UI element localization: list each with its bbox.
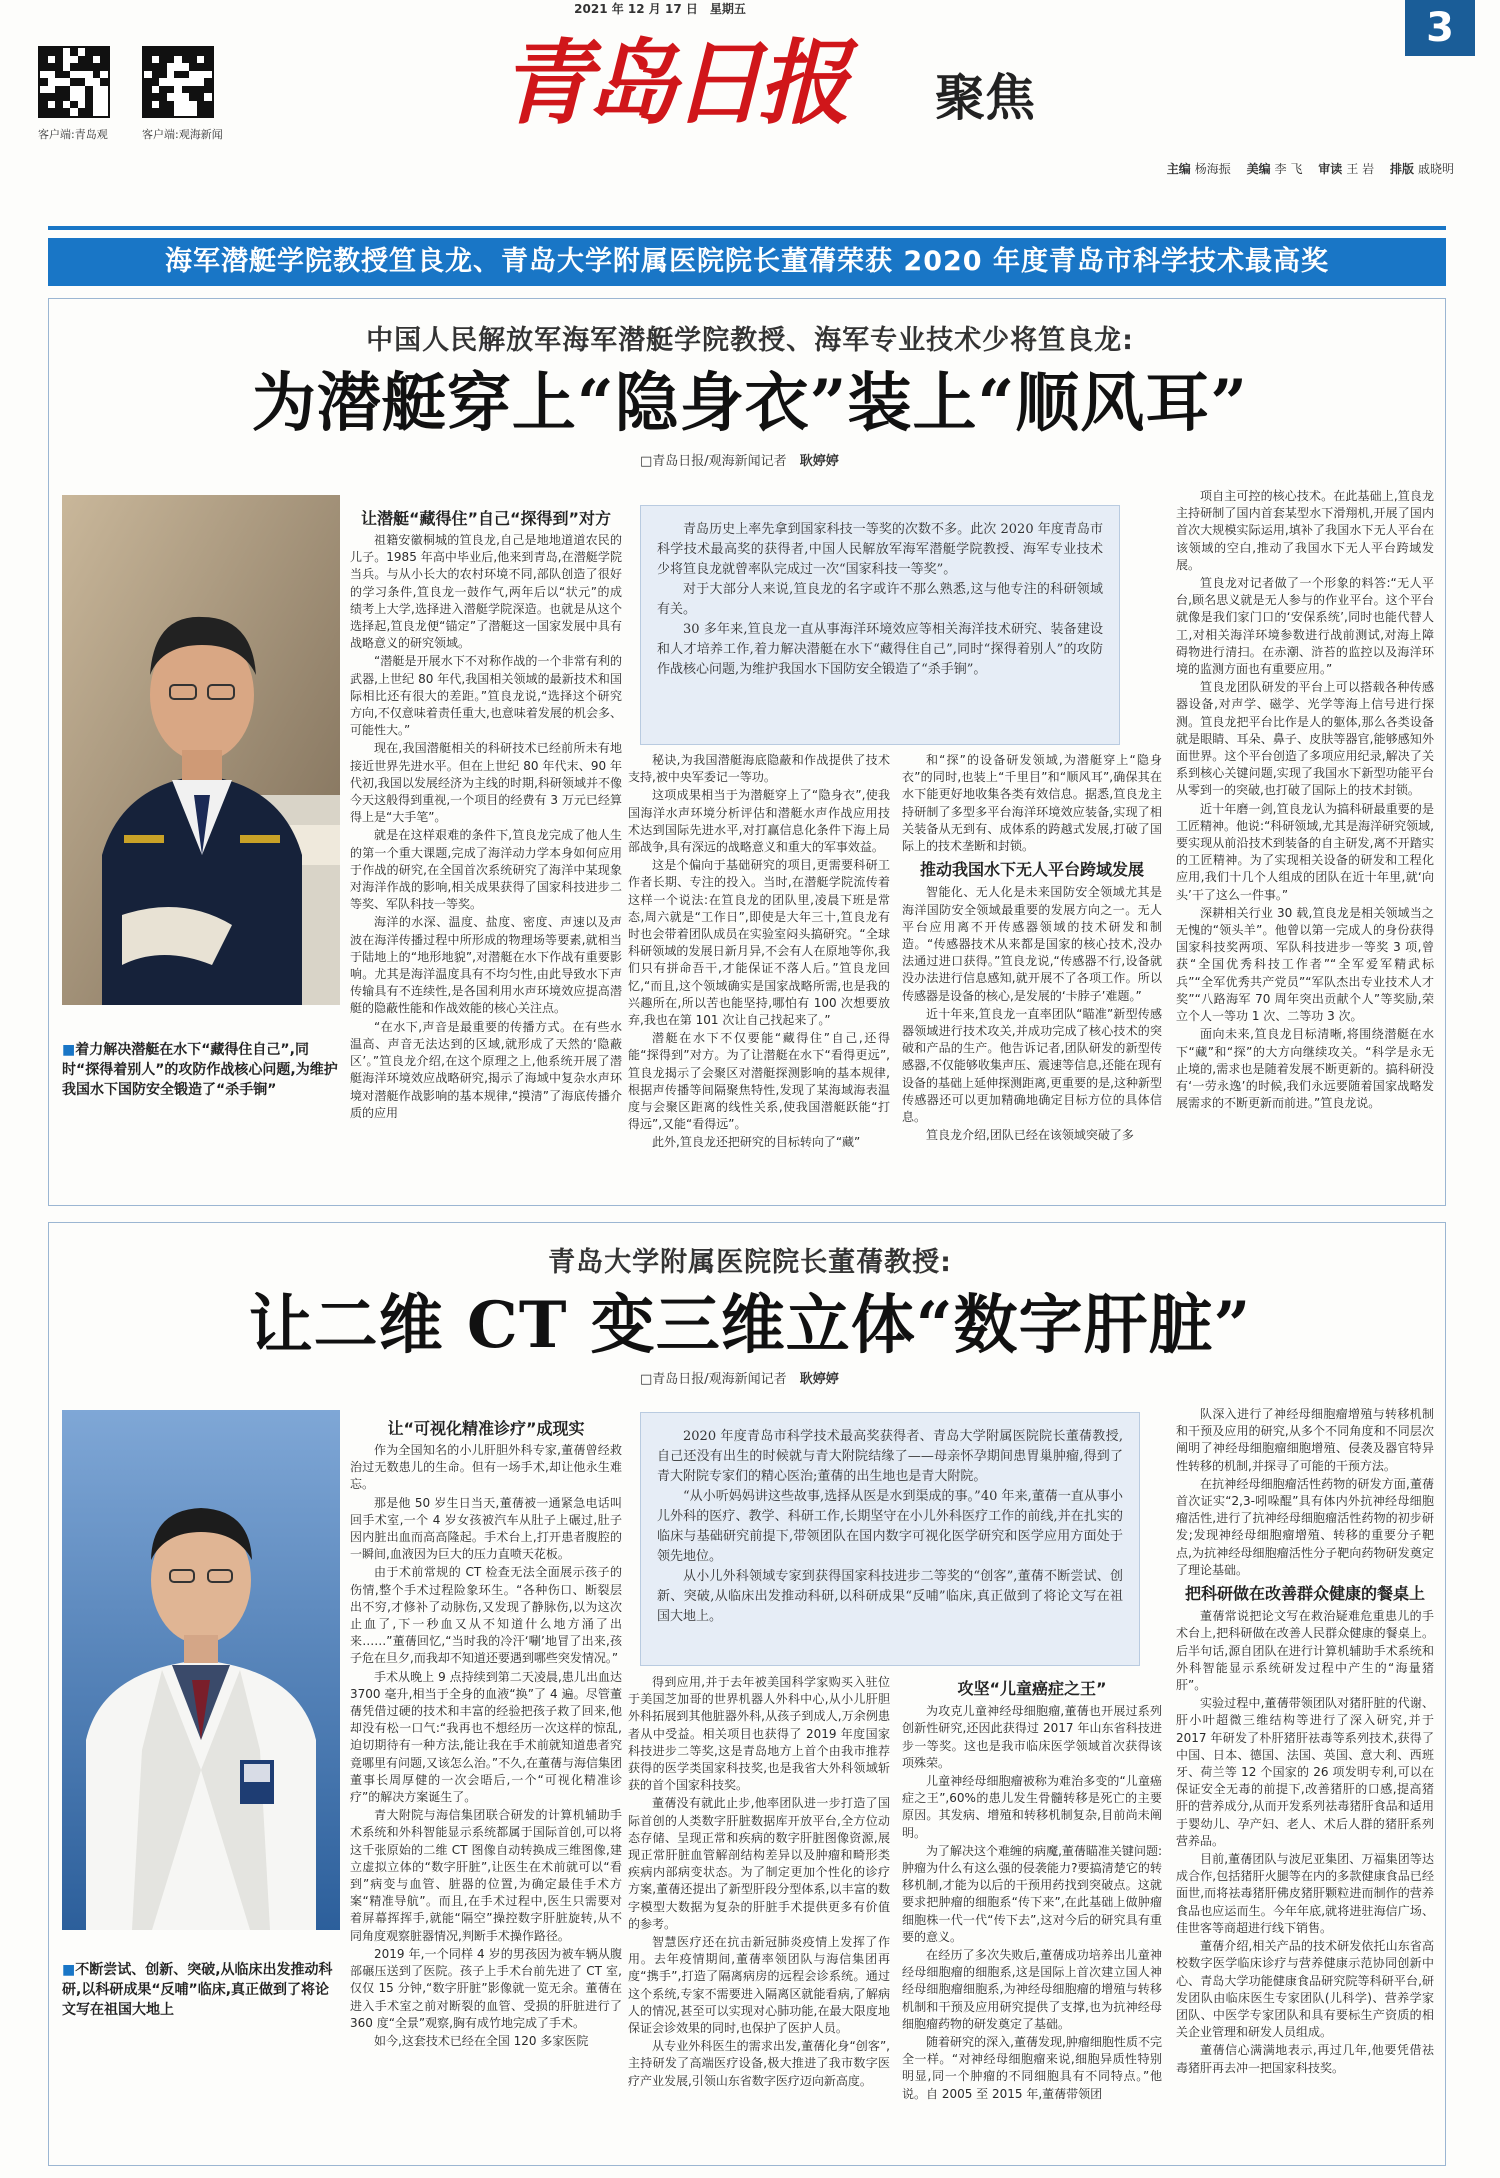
intro-paragraph: 30 多年来,笪良龙一直从事海洋环境效应等相关海洋技术研究、装备建设和人才培养工作,着力解决潜艇在水下“藏得住自己”,同时“探得着别人”的攻防作战核心问题,为维护我国水下国防安全锻造了“杀手锏”。	[657, 622, 1103, 677]
article-1-column-2	[628, 752, 890, 1196]
paragraph: 青大附院与海信集团联合研发的计算机辅助手术系统和外科智能显示系统都属于国际首创,可以将这千张原始的二维 CT 图像自动转换成三维图像,建立虚拟立体的“数字肝脏”,让医生在术前就可以“看到”病变与血管、脏器的位置,为确定最佳手术方案“精准导航”。而且,在手术过程中,医生只需要对着屏幕挥挥手,就能“隔空”操控数字肝脏旋转,从不同角度观察脏器情况,判断手术操作路径。	[350, 1808, 622, 1943]
paragraph: 深耕相关行业 30 载,笪良龙是相关领域当之无愧的“领头羊”。他曾以第一完成人的身份获得国家科技奖两项、军队科技进步一等奖 3 项,曾获“全国优秀科技工作者”“全军爱军精武标兵”“全军优秀共产党员”“军队杰出专业技术人才奖”“八路海军 70 周年突出贡献个人”等奖励,荣立个人一等功 1 次、二等功 3 次。	[1176, 905, 1434, 1024]
paragraph: 近十年来,笪良龙一直率团队“瞄准”新型传感器领域进行技术攻关,并成功完成了核心技术的突破和产品的生产。他告诉记者,团队研发的新型传感器,不仅能够收集声压、震速等信息,还能在现有设备的基础上延伸探测距离,更重要的是,这种新型传感器还可以更加精确地确定目标方位的具体信息。	[902, 1006, 1162, 1125]
paragraph: 董蒨没有就此止步,他率团队进一步打造了国际首创的人类数字肝脏数据库开放平台,全方位动态存储、呈现正常和疾病的数字肝脏图像资源,展现正常肝脏血管解剖结构差异以及肿瘤和畸形类疾病内部病变状态。为了制定更加个性化的诊疗方案,董蒨还提出了新型肝段分型体系,以丰富的数字模型大数据为复杂的肝脏手术提供更多有价值的参考。	[628, 1796, 890, 1931]
paragraph: “潜艇是开展水下不对称作战的一个非常有利的武器,上世纪 80 年代,我国相关领域的最新技术和国际相比还有很大的差距。”笪良龙说,“选择这个研究方向,不仅意味着责任重大,也意味着发展的机会多、可能性大。”	[350, 654, 622, 738]
paragraph: 目前,董蒨团队与波尼亚集团、万福集团等达成合作,包括猪肝火腿等在内的多款健康食品已经面世,而将祛毒猪肝佛皮猪肝颗粒进而制作的营养食品也应运而生。今年年底,就将进驻海信广场、佳世客等商超进行线下销售。	[1176, 1852, 1434, 1935]
paragraph: 近十年磨一剑,笪良龙认为搞科研最重要的是工匠精神。他说:“科研领域,尤其是海洋研究领域,要实现从前沿技术到装备的自主研发,离不开踏实的工匠精神。为了实现相关设备的研发和工程化应用,我们十几个人组成的团队在近十年里,就‘向头’干了这么一件事。”	[1176, 801, 1434, 902]
banner-rule	[48, 226, 1446, 238]
paragraph: 随着研究的深入,董蒨发现,肿瘤细胞性质不完全一样。“对神经母细胞瘤来说,细胞异质性特别明显,同一个肿瘤的不同细胞具有不同特点。”他说。自 2005 至 2015 年,董蒨带领团	[902, 2035, 1162, 2101]
paragraph: 董蒨介绍,相关产品的技术研发依托山东省高校数字医学临床诊疗与营养健康示范协同创新中心、青岛大学功能健康食品研究院等科研平台,研发团队由临床医生专家团队(儿科学)、营养学家团队、中医学专家团队和具有要标生产资质的相关企业管理和研发人员组成。	[1176, 1939, 1434, 2040]
paragraph: 这是个偏向于基础研究的项目,更需要科研工作者长期、专注的投入。当时,在潜艇学院流传着这样一个说法:在笪良龙的团队里,凌晨下班是常态,周六就是“工作日”,即使是大年三十,笪良龙有时也会带着团队成员在实验室闷头搞研究。“全球科研领域的发展日新月异,不会有人在原地等你,我们只有拼命吾干,才能保证不落人后。”笪良龙回忆,“而且,这个领域确实是国家战略所需,也是我的兴趣所在,所以苦也能坚持,哪怕有 100 次想要放弃,我也在第 101 次让自己找起来了。”	[628, 858, 890, 1028]
paragraph: 这项成果相当于为潜艇穿上了“隐身衣”,使我国海洋水声环境分析评估和潜艇水声作战应用技术达到国际先进水平,对打赢信息化条件下海上局部战争,具有深远的战略意义和重大的军事效益。	[628, 788, 890, 855]
intro-paragraph: 从小儿外科领域专家到获得国家科技进步二等奖的“创客”,董蒨不断尝试、创新、突破,从临床出发推动科研,以科研成果“反哺”临床,真正做到了将论文写在祖国大地上。	[657, 1569, 1123, 1624]
qr-caption: 客户端:观海新闻	[142, 128, 223, 141]
staff-item: 审读 王 岩	[1318, 162, 1375, 176]
staff-credits	[1167, 160, 1466, 177]
article-2-headline: 让二维 CT 变三维立体“数字肝脏”	[248, 1288, 1252, 1363]
article-1-byline: □青岛日报/观海新闻记者 耿婷婷	[640, 454, 839, 469]
paragraph: 手术从晚上 9 点持续到第二天凌晨,患儿出血达 3700 毫升,相当于全身的血液“换”了 4 遍。尽管董蒨凭借过硬的技术和丰富的经验把孩子救了回来,他却没有松一口气:“我再也不想经历一次这样的惊乱,迫切期待有一种方法,能让我在手术前就知道患者究竟哪里有问题,又该怎么治。”不久,在董蒨与海信集团董事长周厚健的一次会晤后,一个“可视化精准诊疗”的解决方案诞生了。	[350, 1669, 622, 1805]
section-title: 聚焦	[935, 68, 1035, 127]
paragraph: 实验过程中,董蒨带领团队对猪肝脏的代谢、肝小叶超微三维结构等进行了深入研究,并于 2017 年研发了朴肝猪肝祛毒等系列技术,获得了中国、日本、德国、法国、英国、意大利、西班牙、荷兰等 12 个国家的 26 项发明专利,可以在保证安全无毒的前提下,改善猪肝的口感,提高猪肝的营养成分,从而开发系列祛毒猪肝食品和适用于婴幼儿、孕产妇、老人、术后人群的猪肝系列营养品。	[1176, 1696, 1434, 1848]
article-1-headline: 为潜艇穿上“隐身衣”装上“顺风耳”	[251, 366, 1249, 441]
staff-item: 主编 杨海振	[1166, 162, 1231, 176]
article-1-kicker: 中国人民解放军海军潜艇学院教授、海军专业技术少将笪良龙:	[366, 325, 1134, 356]
article-2-intro	[640, 1412, 1140, 1666]
paragraph: 潜艇在水下不仅要能“藏得住”自己,还得能“探得到”对方。为了让潜艇在水下“看得更远”,笪良龙揭示了会聚区对潜艇探测影响的基本规律,根据声传播等间隔聚焦特性,发现了某海域海表温度与会聚区距离的线性关系,使我国潜艇跃能“打得远”,又能“看得远”。	[628, 1031, 890, 1132]
article-1-intro	[640, 505, 1120, 745]
masthead	[500, 28, 960, 138]
section-heading: 让“可视化精准诊疗”成现实	[387, 1419, 585, 1438]
photo-caption: ■ 着力解决潜艇在水下“藏得住自己”,同时“探得着别人”的攻防作战核心问题,为维护我国水下国防安全锻造了“杀手锏”	[62, 1040, 340, 1100]
portrait-photo	[62, 495, 340, 1005]
section-heading: 攻坚“儿童癌症之王”	[957, 1679, 1107, 1698]
article-1-column-3	[902, 752, 1162, 1196]
banner-headline: 海军潜艇学院教授笪良龙、青岛大学附属医院院长董蒨荣获 2020 年度青岛市科学技术最高奖	[48, 238, 1446, 286]
intro-paragraph: 2020 年度青岛市科学技术最高奖获得者、青岛大学附属医院院长董蒨教授,自己还没有出生的时候就与青大附院结缘了——母亲怀孕期间患胃巢肿瘤,得到了青大附院专家们的精心医治;董蒨的出生地也是青大附院。	[657, 1429, 1123, 1484]
paragraph: 笪良龙介绍,团队已经在该领域突破了多	[926, 1128, 1134, 1143]
qr-block-2	[142, 46, 223, 142]
paragraph: 儿童神经母细胞瘤被称为难治多变的“儿童癌症之王”,60%的患儿发生骨髓转移是死亡的主要原因。其发病、增殖和转移机制复杂,目前尚未阐明。	[902, 1774, 1162, 1840]
paragraph: 队深入进行了神经母细胞瘤增殖与转移机制和干预及应用的研究,从多个不同角度和不同层次阐明了神经母细胞瘤细胞增殖、侵袭及器官特异性转移的机制,并探寻了可能的干预方法。	[1176, 1407, 1434, 1473]
paragraph: 笪良龙团队研发的平台上可以搭载各种传感器设备,对声学、磁学、光学等海上信号进行探测。笪良龙把平台比作是人的躯体,那么各类设备就是眼睛、耳朵、鼻子、皮肤等器官,能够感知外面世界。这个平台创造了多项应用纪录,解决了关系到核心关键问题,实现了我国水下新型功能平台从零到一的突破,也打破了国际上的技术封锁。	[1176, 680, 1434, 798]
intro-paragraph: 青岛历史上率先拿到国家科技一等奖的次数不多。此次 2020 年度青岛市科学技术最高奖的获得者,中国人民解放军海军潜艇学院教授、海军专业技术少将笪良龙就曾率队完成过一次“国家科技一等奖”。	[657, 522, 1103, 577]
paragraph: 董蒨信心满满地表示,再过几年,他要凭借祛毒猪肝再去冲一把国家科技奖。	[1176, 2043, 1434, 2075]
paragraph: 智慧医疗还在抗击新冠肺炎疫情上发挥了作用。去年疫情期间,董蒨率领团队与海信集团再度“携手”,打造了隔离病房的远程会诊系统。通过这个系统,专家不需要进入隔离区就能看病,了解病人的情况,甚至可以实现对心肺功能,在最大限度地保证会诊效果的同时,也保护了医护人员。	[628, 1935, 890, 2036]
paragraph: 得到应用,并于去年被美国科学家购买入驻位于美国芝加哥的世界机器人外科中心,从小儿肝胆外科拓展到其他脏器外科,从孩子到成人,万余例患者从中受益。相关项目也获得了 2019 年度国家科技进步二等奖,这是青岛地方上首个由我市推荐获得的医学类国家科技奖,也是我省大外科领域斩获的首个国家科技奖。	[628, 1675, 890, 1793]
page-number: 3	[1405, 0, 1475, 56]
paragraph: 从专业外科医生的需求出发,董蒨化身“创客”,主持研发了高端医疗设备,极大推进了我市数字医疗产业发展,引领山东省数字医疗迈向新高度。	[628, 2039, 890, 2088]
qr-caption: 客户端:青岛观	[38, 128, 108, 141]
qr-block-1	[38, 46, 110, 142]
paragraph: 此外,笪良龙还把研究的目标转向了“藏”	[652, 1135, 861, 1150]
paragraph: 作为全国知名的小儿肝胆外科专家,董蒨曾经救治过无数患儿的生命。但有一场手术,却让他永生难忘。	[350, 1443, 622, 1492]
staff-item: 排版 戚晓明	[1389, 162, 1454, 176]
paragraph: 为攻克儿童神经母细胞瘤,董蒨也开展过系列创新性研究,还因此获得过 2017 年山东省科技进步一等奖。这也是我市临床医学领域首次获得该项殊荣。	[902, 1704, 1162, 1770]
paragraph: 智能化、无人化是未来国防安全领域尤其是海洋国防安全领域最重要的发展方向之一。无人平台应用离不开传感器领域的技术研发和制造。“传感器技术从来都是国家的核心技术,没办法通过进口获得。”笪良龙说,“传感器不行,设备就没办法进行信息感知,就开展不了各项工作。所以传感器是设备的核心,是发展的‘卡脖子’难题。”	[902, 885, 1162, 1003]
paragraph: 董蒨常说把论文写在救治疑难危重患儿的手术台上,把科研做在改善人民群众健康的餐桌上。后半句话,源自团队在进行计算机辅助手术系统和外科智能显示系统研发过程中产生的“海量猪肝”。	[1176, 1609, 1434, 1693]
article-1-column-4	[1176, 488, 1434, 1196]
staff-item: 美编 李 飞	[1246, 162, 1303, 176]
paragraph: 为了解决这个难缠的病魔,董蒨瞄准关键问题:肿瘤为什么有这么强的侵袭能力?要搞清楚它的转移机制,才能为以后的干预用药找到突破点。这就要求把肿瘤的细胞系“传下来”,在此基础上做肿瘤细胞株一代一代“传下去”,这对今后的研究具有重要的意义。	[902, 1843, 1162, 1944]
article-2-column-3	[902, 1674, 1162, 2156]
photo-caption: ■ 不断尝试、创新、突破,从临床出发推动科研,以科研成果“反哺”临床,真正做到了将论文写在祖国大地上	[62, 1960, 340, 2020]
paragraph: 在经历了多次失败后,董蒨成功培养出儿童神经母细胞瘤的细胞系,这是国际上首次建立国人神经母细胞瘤细胞系,为神经母细胞瘤的增殖与转移机制和干预及应用研究提供了支撑,也为抗神经母细胞瘤药物的研发奠定了基础。	[902, 1948, 1162, 2031]
paragraph: 就是在这样艰难的条件下,笪良龙完成了他人生的第一个重大课题,完成了海洋动力学本身如何应用于作战的研究,在全国首次系统研究了海洋中某现象对海洋作战的影响,相关成果获得了国家科技进步二等奖、军队科技一等奖。	[350, 828, 622, 912]
intro-paragraph: “从小听妈妈讲这些故事,选择从医是水到渠成的事。”40 年来,董蒨一直从事小儿外科的医疗、教学、科研工作,长期坚守在小儿外科医疗工作的前线,并在扎实的临床与基础研究前提下,带领团队在国内数字可视化医学研究和医学应用方面处于领先地位。	[657, 1489, 1123, 1564]
paragraph: 和“探”的设备研发领域,为潜艇穿上“隐身衣”的同时,也装上“千里目”和“顺风耳”,确保其在水下能更好地收集各类有效信息。据悉,笪良龙主持研制了多型多平台海洋环境效应装备,实现了相关装备从无到有、成体系的跨越式发展,打破了国际上的技术垄断和封锁。	[902, 753, 1162, 854]
paragraph: 秘诀,为我国潜艇海底隐蔽和作战提供了技术支持,被中央军委记一等功。	[628, 753, 890, 785]
article-2-column-2	[628, 1674, 890, 2156]
section-heading: 把科研做在改善群众健康的餐桌上	[1184, 1584, 1425, 1604]
paragraph: 那是他 50 岁生日当天,董蒨被一通紧急电话叫回手术室,一个 4 岁女孩被汽车从肚子上碾过,肚子因内脏出血而高高隆起。手术台上,打开患者腹腔的一瞬间,血液因为巨大的压力直喷天花板。	[350, 1495, 622, 1562]
paragraph: 面向未来,笪良龙目标清晰,将围绕潜艇在水下“藏”和“探”的大方向继续攻关。“科学是永无止境的,需求也是随着发展不断更新的。搞科研没有‘一劳永逸’的时候,我们永远要随着国家战略发展需求的不断更新而前进。”笪良龙说。	[1176, 1027, 1434, 1111]
portrait-photo	[62, 1410, 340, 1930]
paragraph: 2019 年,一个同样 4 岁的男孩因为被车辆从腹部碾压送到了医院。孩子上手术台前先进了 CT 室,仅仅 15 分钟,“数字肝脏”影像就一览无余。董蒨在进入手术室之前对断裂的血管、受损的肝脏进行了 360 度“全景”观察,胸有成竹地完成了手术。	[350, 1946, 622, 2030]
paragraph: “在水下,声音是最重要的传播方式。在有些水温高、声音无法达到的区域,就形成了天然的‘隐蔽区’。”笪良龙介绍,在这个原理之上,他系统开展了潜艇海洋环境效应战略研究,揭示了海域中复杂水声环境对潜艇作战影响的基本规律,“摸清”了海底传播介质的应用	[350, 1019, 622, 1120]
section-heading: 让潜艇“藏得住”自己“探得到”对方	[360, 509, 612, 528]
issue-date: 2021 年 12 月 17 日 星期五	[574, 2, 746, 16]
intro-paragraph: 对于大部分人来说,笪良龙的名字或许不那么熟悉,这与他专注的科研领域有关。	[657, 582, 1103, 617]
article-2-kicker: 青岛大学附属医院院长董蒨教授:	[548, 1247, 952, 1278]
article-1-column-1	[350, 532, 622, 1196]
paragraph: 笪良龙对记者做了一个形象的料答:“无人平台,顾名思义就是无人参与的作业平台。这个平台就像是我们家门口的‘安保系统’,同时也能代替人工,对相关海洋环境参数进行战前测试,对海上障碍物进行清扫。在赤潮、浒苔的监控以及海洋环境的监测方面也有重要应用。”	[1176, 576, 1434, 677]
article-2-byline: □青岛日报/观海新闻记者 耿婷婷	[640, 1372, 839, 1387]
paragraph: 海洋的水深、温度、盐度、密度、声速以及声波在海洋传播过程中所形成的物理场等要素,就相当于陆地上的“地形地貌”,对潜艇在水下作战有重要影响。尤其是海洋温度具有不均匀性,由此导致水下声传输具有不连续性,是各国利用水声环境效应提高潜艇的隐蔽性能和作战效能的核心关注点。	[350, 915, 622, 1016]
paragraph: 在抗神经母细胞瘤活性药物的研发方面,董蒨首次证实“2,3-吲哚醌”具有体内外抗神经母细胞瘤活性,进行了抗神经母细胞瘤活性药物的初步研发;发现神经母细胞瘤增殖、转移的重要分子靶点,为抗神经母细胞瘤活性分子靶向药物研发奠定了理论基础。	[1176, 1476, 1434, 1577]
article-2-column-1	[350, 1442, 622, 2156]
section-heading: 推动我国水下无人平台跨域发展	[919, 860, 1144, 880]
paragraph: 如今,这套技术已经在全国 120 多家医院	[374, 2033, 589, 2048]
qr-code-icon[interactable]	[142, 46, 214, 118]
paragraph: 项自主可控的核心技术。在此基础上,笪良龙主持研制了国内首套某型水下滑翔机,开展了国内首次大规模实际运用,填补了我国水下无人平台在该领域的空白,推动了我国水下无人平台跨域发展。	[1176, 489, 1434, 572]
article-2-column-4	[1176, 1406, 1434, 2156]
qr-code-icon[interactable]	[38, 46, 110, 118]
paragraph: 由于术前常规的 CT 检查无法全面展示孩子的伤情,整个手术过程险象环生。“各种伤口、断裂层出不穷,才修补了动脉伤,又发现了静脉伤,以为这次止血了,下一秒血又从不知道什么地方涌了出来……”董蒨回忆,“当时我的冷汗‘唰’地冒了出来,孩子危在旦夕,而我却不知道还要遇到哪些突发情况。”	[350, 1565, 622, 1666]
paragraph: 现在,我国潜艇相关的科研技术已经前所未有地接近世界先进水平。但在上世纪 80 年代末、90 年代初,我国以发展经济为主线的时期,科研领域并不像今天这般得到重视,一个项目的经费有 3 万元已经算得上是“大手笔”。	[350, 741, 622, 825]
newspaper-logo: 青岛日报	[500, 29, 845, 137]
paragraph: 祖籍安徽桐城的笪良龙,自己是地地道道农民的儿子。1985 年高中毕业后,他来到青岛,在潜艇学院当兵。与从小长大的农村环境不同,部队创造了很好的学习条件,笪良龙一鼓作气,两年后以“状元”的成绩考上大学,选择进入潜艇学院深造。也就是从这个选择起,笪良龙便“锚定”了潜艇这一国家发展中具有战略意义的研究领域。	[350, 533, 622, 651]
